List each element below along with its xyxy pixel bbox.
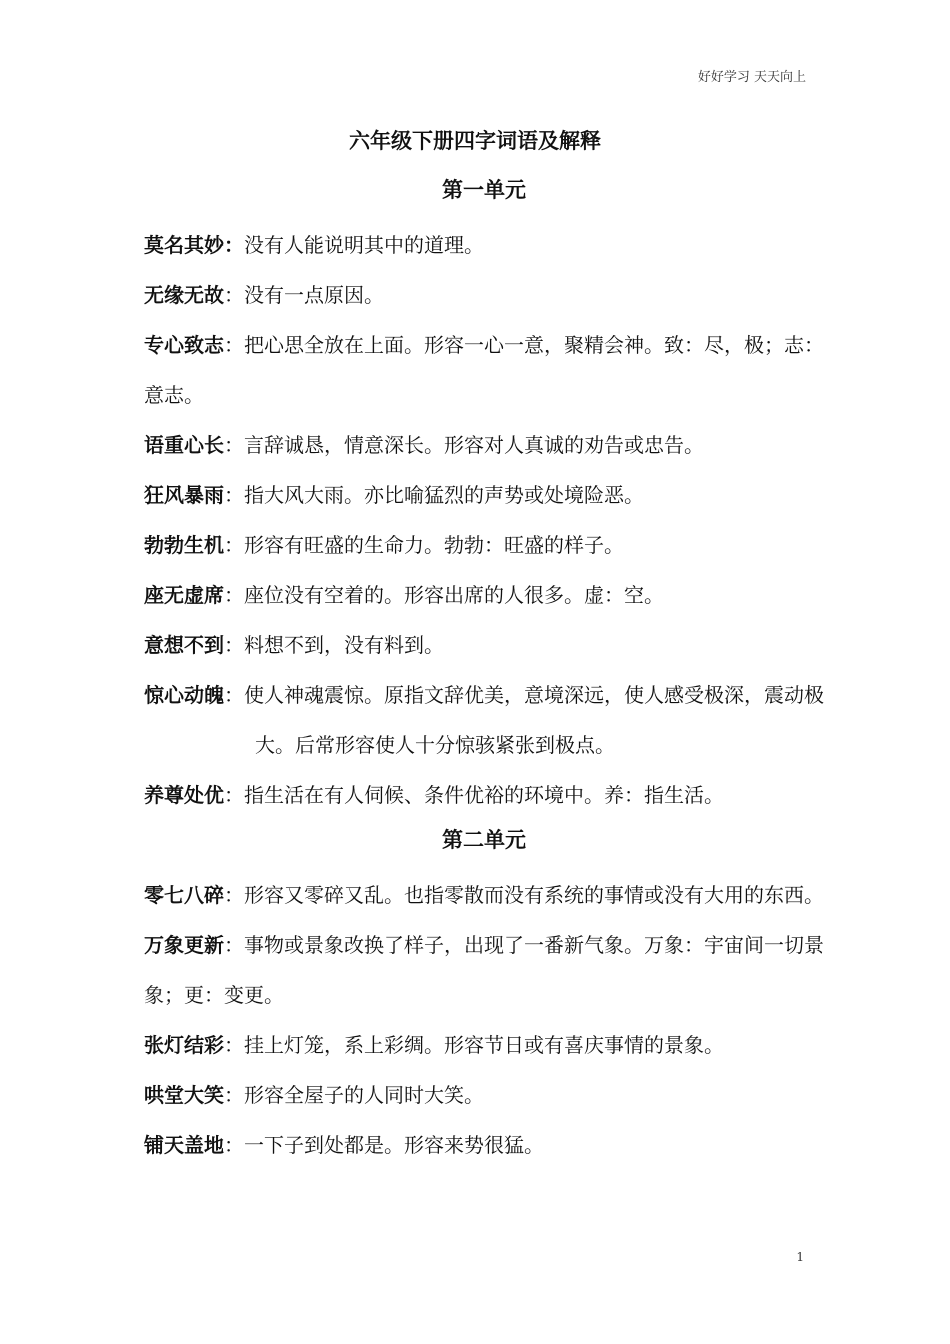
vocab-definition: ：料想不到，没有料到。 <box>224 633 444 657</box>
vocab-term: 张灯结彩 <box>144 1033 224 1057</box>
vocab-entry <box>144 220 824 270</box>
vocab-term: 养尊处优 <box>144 783 224 807</box>
vocab-entry <box>144 270 824 320</box>
vocab-definition: ：挂上灯笼，系上彩绸。形容节日或有喜庆事情的景象。 <box>224 1033 724 1057</box>
vocab-term: 专心致志 <box>144 333 224 357</box>
document-body <box>144 170 824 1170</box>
vocab-definition: 没有人能说明其中的道理。 <box>244 233 484 257</box>
vocab-term: 座无虚席 <box>144 583 224 607</box>
vocab-definition: ：指大风大雨。亦比喻猛烈的声势或处境险恶。 <box>224 483 644 507</box>
vocab-definition: ：形容有旺盛的生命力。勃勃：旺盛的样子。 <box>224 533 624 557</box>
vocab-entry <box>144 420 824 470</box>
vocab-definition: ：事物或景象改换了样子，出现了一番新气象。万象：宇宙间一切景象；更：变更。 <box>144 933 824 1007</box>
vocab-entry <box>144 570 824 620</box>
vocab-entry <box>144 1120 824 1170</box>
vocab-definition: ：言辞诚恳，情意深长。形容对人真诚的劝告或忠告。 <box>224 433 704 457</box>
vocab-entry <box>144 620 824 670</box>
vocab-term: 哄堂大笑 <box>144 1083 224 1107</box>
vocab-entry <box>144 770 824 820</box>
vocab-term: 惊心动魄 <box>144 683 224 707</box>
vocab-entry <box>144 670 824 770</box>
vocab-definition: ：没有一点原因。 <box>224 283 384 307</box>
document-title: 六年级下册四字词语及解释 <box>349 128 601 153</box>
vocab-entry <box>144 870 824 920</box>
vocab-definition: ：座位没有空着的。形容出席的人很多。虚：空。 <box>224 583 664 607</box>
vocab-definition: ：一下子到处都是。形容来势很猛。 <box>224 1133 544 1157</box>
vocab-entry <box>144 1070 824 1120</box>
vocab-term: 万象更新 <box>144 933 224 957</box>
vocab-entry <box>144 470 824 520</box>
vocab-entry <box>144 320 824 420</box>
vocab-term: 勃勃生机 <box>144 533 224 557</box>
vocab-definition: ：形容又零碎又乱。也指零散而没有系统的事情或没有大用的东西。 <box>224 883 824 907</box>
vocab-term: 无缘无故 <box>144 283 224 307</box>
vocab-definition: ：指生活在有人伺候、条件优裕的环境中。养：指生活。 <box>224 783 724 807</box>
page-number: 1 <box>796 1250 804 1264</box>
vocab-term: 零七八碎 <box>144 883 224 907</box>
vocab-term: 意想不到 <box>144 633 224 657</box>
vocab-term: 铺天盖地 <box>144 1133 224 1157</box>
unit-heading: 第一单元 <box>442 177 526 202</box>
vocab-term: 狂风暴雨 <box>144 483 224 507</box>
vocab-entry <box>144 920 824 1020</box>
page-header: 好好学习 天天向上 <box>697 70 806 85</box>
vocab-term: 莫名其妙： <box>144 233 244 257</box>
vocab-term: 语重心长 <box>144 433 224 457</box>
vocab-definition: ：把心思全放在上面。形容一心一意，聚精会神。致：尽，极；志：意志。 <box>144 333 824 407</box>
vocab-definition: ：使人神魂震惊。原指文辞优美，意境深远，使人感受极深，震动极大。后常形容使人十分惊骇紧张到极点。 <box>224 683 824 757</box>
vocab-entry <box>144 1020 824 1070</box>
vocab-entry <box>144 520 824 570</box>
unit-heading: 第二单元 <box>442 827 526 852</box>
vocab-definition: ：形容全屋子的人同时大笑。 <box>224 1083 484 1107</box>
